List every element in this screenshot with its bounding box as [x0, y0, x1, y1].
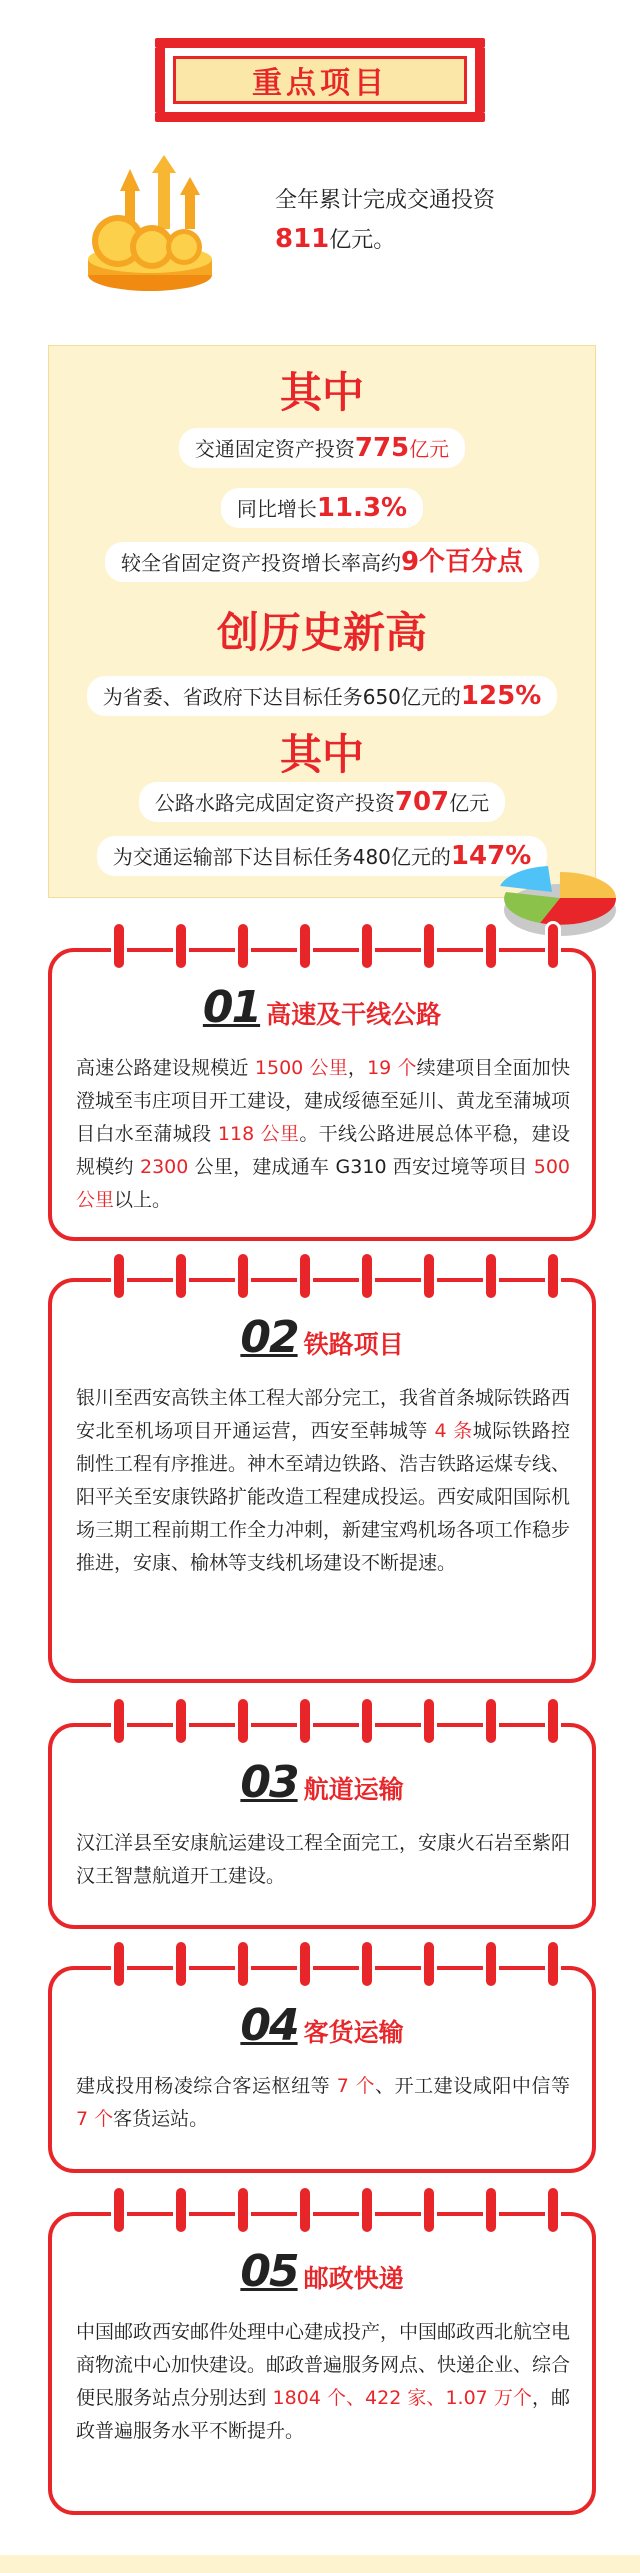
binder-rings: [52, 1699, 592, 1745]
binder-ring: [300, 924, 310, 968]
binder-ring: [362, 924, 372, 968]
intro-text: [275, 182, 615, 260]
binder-ring: [114, 1942, 124, 1986]
body-text: 城际铁路控制性工程有序推进。神木至靖边铁路、浩吉铁路运煤专线、阳平关至安康铁路扩能改造工程建成投运。西安咸阳国际机场三期工程前期工作全力冲刺，新建宝鸡机场各项工作稳步推进，安康、榆林等支线机场建设不断提速。: [76, 1420, 571, 1574]
card-number: 05: [240, 2246, 298, 2297]
binder-rings: [52, 2188, 592, 2234]
project-card-5: [48, 2212, 596, 2515]
card-body: [76, 1827, 570, 1893]
binder-rings: [52, 924, 592, 970]
card-body: [76, 2070, 570, 2136]
body-text: 公里，建成通车 G310 西安过境等项目: [188, 1156, 534, 1178]
body-text: 续建项目全面加快澄城至韦庄项目开工建设，建成绥德至延川、黄龙至蒲城项目白水至蒲城段: [76, 1057, 571, 1145]
binder-ring: [300, 1254, 310, 1298]
card-body: [76, 1382, 570, 1580]
binder-ring: [486, 1254, 496, 1298]
binder-ring: [176, 1942, 186, 1986]
project-card-2: [48, 1278, 596, 1683]
card-header: [52, 2000, 592, 2051]
highlight-text: 118 公里: [217, 1123, 300, 1145]
body-text: 以上。: [114, 1189, 172, 1211]
binder-ring: [424, 924, 434, 968]
summary-heading-3: 其中: [279, 730, 364, 779]
summary-line-6: 为交通运输部下达目标任务480亿元的147%: [97, 836, 548, 876]
binder-ring: [300, 2188, 310, 2232]
highlight-text: 500 公里: [76, 1156, 570, 1211]
binder-ring: [114, 924, 124, 968]
binder-ring: [176, 924, 186, 968]
summary-line-2: 同比增长11.3%: [221, 488, 423, 528]
binder-ring: [238, 1254, 248, 1298]
summary-line-5: 公路水路完成固定资产投资707亿元: [139, 782, 505, 822]
binder-ring: [362, 2188, 372, 2232]
binder-ring: [362, 1254, 372, 1298]
binder-ring: [486, 1942, 496, 1986]
intro-label: 全年累计完成交通投资: [275, 188, 496, 213]
binder-ring: [548, 924, 558, 968]
binder-ring: [362, 1699, 372, 1743]
binder-ring: [486, 2188, 496, 2232]
summary-line-1: 交通固定资产投资775亿元: [179, 428, 465, 468]
binder-ring: [424, 2188, 434, 2232]
binder-ring: [548, 2188, 558, 2232]
binder-ring: [548, 1254, 558, 1298]
binder-ring: [300, 1699, 310, 1743]
binder-ring: [238, 1699, 248, 1743]
summary-heading-2: 创历史新高: [216, 608, 427, 657]
body-text: 银川至西安高铁主体工程大部分完工，我省首条城际铁路西安北至机场项目开通运营，西安至韩城等: [76, 1387, 571, 1442]
binder-ring: [486, 1699, 496, 1743]
binder-ring: [424, 1942, 434, 1986]
body-text: 、开工建设咸阳中信等: [375, 2075, 570, 2097]
binder-ring: [176, 1254, 186, 1298]
coins-arrows-icon: [80, 155, 220, 305]
card-title: 航道运输: [303, 1775, 404, 1804]
body-text: 。干线公路进展总体平稳，建设规模约: [76, 1123, 570, 1178]
binder-ring: [300, 1942, 310, 1986]
card-title: 邮政快递: [303, 2264, 404, 2293]
body-text: 中国邮政西安邮件处理中心建成投产，中国邮政西北航空电商物流中心加快建设。邮政普遍服务网点、快递企业、综合便民服务站点分别达到: [76, 2321, 571, 2409]
highlight-text: 2300: [139, 1156, 189, 1178]
binder-ring: [176, 1699, 186, 1743]
body-text: 汉江洋县至安康航运建设工程全面完工，安康火石岩至紫阳汉王智慧航道开工建设。: [76, 1832, 571, 1887]
binder-ring: [114, 1254, 124, 1298]
intro-value: 811: [275, 224, 330, 254]
project-card-3: [48, 1723, 596, 1929]
card-body: [76, 2316, 570, 2448]
card-body: [76, 1052, 570, 1217]
card-number: 03: [240, 1757, 298, 1808]
summary-line-4: 为省委、省政府下达目标任务650亿元的125%: [87, 676, 558, 716]
binder-ring: [362, 1942, 372, 1986]
body-text: 建成投用杨凌综合客运枢纽等: [76, 2075, 337, 2097]
card-header: [52, 2246, 592, 2297]
binder-ring: [486, 924, 496, 968]
highlight-text: 7 个: [336, 2075, 376, 2097]
page-title: 重点项目: [173, 56, 467, 104]
banner-top-bar: [155, 38, 485, 48]
highlight-text: 1500 公里: [254, 1057, 348, 1079]
project-card-1: [48, 948, 596, 1241]
card-header: [52, 982, 592, 1033]
banner-bottom-bar: [155, 112, 485, 122]
binder-ring: [176, 2188, 186, 2232]
highlight-text: 4 条: [434, 1420, 473, 1442]
binder-ring: [424, 1254, 434, 1298]
card-number: 04: [240, 2000, 298, 2051]
header-banner: [155, 38, 485, 122]
binder-ring: [238, 2188, 248, 2232]
intro-unit: 亿元。: [329, 228, 396, 253]
highlight-text: 19 个: [367, 1057, 417, 1079]
highlight-text: 7 个: [76, 2108, 114, 2130]
body-text: 客货运站。: [113, 2108, 209, 2130]
highlight-text: 1804 个、422 家、1.07 万个: [272, 2387, 532, 2409]
binder-ring: [114, 2188, 124, 2232]
summary-line-3: 较全省固定资产投资增长率高约9个百分点: [105, 542, 539, 582]
binder-ring: [238, 1942, 248, 1986]
card-title: 铁路项目: [303, 1330, 404, 1359]
binder-ring: [548, 1699, 558, 1743]
footer-strip: [0, 2555, 640, 2573]
binder-ring: [114, 1699, 124, 1743]
banner-right-tab: [475, 48, 485, 112]
card-title: 客货运输: [303, 2018, 404, 2047]
project-card-4: [48, 1966, 596, 2173]
binder-ring: [548, 1942, 558, 1986]
binder-rings: [52, 1942, 592, 1988]
body-text: 高速公路建设规模近: [76, 1057, 255, 1079]
binder-rings: [52, 1254, 592, 1300]
binder-ring: [424, 1699, 434, 1743]
card-header: [52, 1757, 592, 1808]
card-title: 高速及干线公路: [266, 1000, 442, 1029]
banner-left-tab: [155, 48, 165, 112]
card-header: [52, 1312, 592, 1363]
body-text: ，邮政普遍服务水平不断提升。: [76, 2387, 570, 2442]
binder-ring: [238, 924, 248, 968]
card-number: 02: [240, 1312, 298, 1363]
summary-heading-1: 其中: [279, 368, 364, 417]
body-text: ，: [347, 1057, 368, 1079]
card-number: 01: [202, 982, 261, 1033]
